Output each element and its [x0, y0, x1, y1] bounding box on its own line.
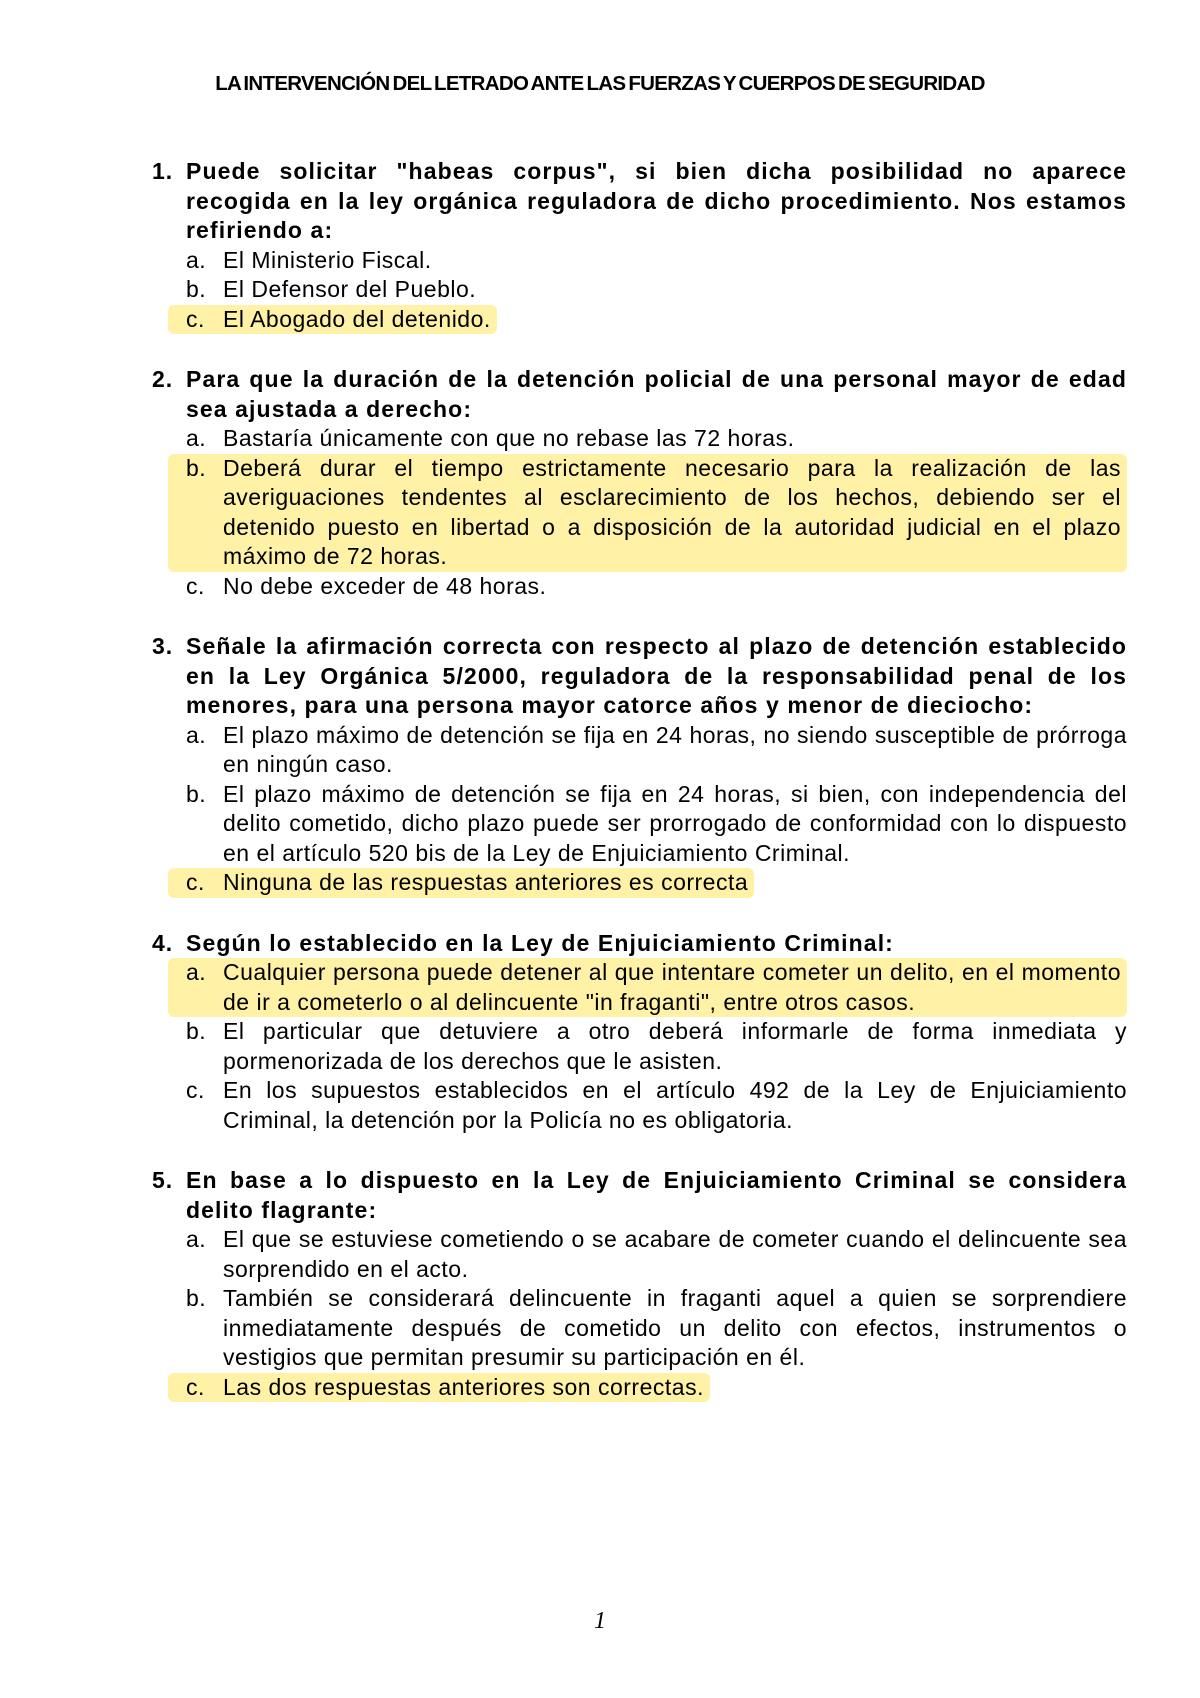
question-4 [152, 929, 1127, 1136]
option-text: El Defensor del Pueblo. [223, 276, 477, 302]
option-text: El Ministerio Fiscal. [223, 246, 432, 273]
option-letter: a. [186, 1226, 207, 1252]
option-letter: c. [186, 869, 205, 895]
option-letter: c. [186, 572, 205, 599]
option-text: También se considerará delincuente in fraganti aquel a quien se sorprendiere inmediatamente después de cometido un delito con efectos, instrumentos o vestigios que permitan presumir su participación en él. [223, 1285, 1127, 1370]
page-title: LA INTERVENCIÓN DEL LETRADO ANTE LAS FUERZAS Y CUERPOS DE SEGURIDAD [215, 72, 985, 95]
option-a-highlighted [168, 958, 1127, 1017]
question-5 [152, 1166, 1127, 1402]
option-letter: b. [186, 276, 207, 302]
option-b [168, 780, 1127, 869]
option-list [186, 958, 1127, 1135]
question-text: Señale la afirmación correcta con respecto al plazo de detención establecido en la Ley Orgánica 5/2000, reguladora de la responsabilidad penal de los menores, para una persona mayor catorce años y menor de dieciocho: [186, 633, 1127, 718]
option-text: Cualquier persona puede detener al que intentare cometer un delito, en el momento de ir a cometerlo o al delincuente "in fraganti", entre otros casos. [223, 959, 1121, 1015]
option-text: Las dos respuestas anteriores son correctas. [223, 1373, 704, 1400]
question-text: Puede solicitar "habeas corpus", si bien dicha posibilidad no aparece recogida en la ley orgánica reguladora de dicho procedimiento. Nos estamos refiriendo a: [186, 158, 1127, 243]
question-2 [152, 365, 1127, 601]
question-number: 2. [152, 366, 174, 392]
question-number: 3. [152, 633, 174, 659]
option-a [168, 246, 1127, 276]
option-b [168, 1017, 1127, 1076]
question-list [152, 157, 1127, 1433]
question-number: 5. [152, 1167, 174, 1193]
option-a [168, 1225, 1127, 1284]
option-text: El plazo máximo de detención se fija en 24 horas, si bien, con independencia del delito cometido, dicho plazo puede ser prorrogado de conformidad con lo dispuesto en el artículo 520 bis de la Ley de Enjuiciamiento Criminal. [223, 780, 1127, 866]
page-number: 1 [594, 1608, 606, 1634]
question-text: En base a lo dispuesto en la Ley de Enjuiciamiento Criminal se considera delito flagrante: [186, 1167, 1127, 1223]
option-b [168, 275, 1127, 305]
option-text: No debe exceder de 48 horas. [223, 572, 547, 599]
option-letter: b. [186, 1285, 207, 1311]
question-text: Según lo establecido en la Ley de Enjuiciamiento Criminal: [186, 929, 894, 956]
question-number: 4. [152, 929, 174, 956]
option-b-highlighted [168, 454, 1127, 572]
option-c [168, 572, 1127, 602]
question-text: Para que la duración de la detención policial de una personal mayor de edad sea ajustada a derecho: [186, 366, 1127, 422]
option-text: El Abogado del detenido. [223, 305, 491, 332]
option-letter: b. [186, 454, 207, 481]
question-3 [152, 632, 1127, 898]
option-letter: a. [186, 959, 207, 985]
option-c [168, 1076, 1127, 1135]
option-b [168, 1284, 1127, 1373]
option-list [186, 424, 1127, 601]
option-letter: b. [186, 780, 207, 807]
option-letter: b. [186, 1018, 207, 1044]
option-letter: c. [186, 1373, 205, 1400]
option-text: El particular que detuviere a otro deberá informarle de forma inmediata y pormenorizada de los derechos que le asisten. [223, 1018, 1127, 1074]
option-text: Bastaría únicamente con que no rebase las 72 horas. [223, 425, 795, 451]
option-a [168, 424, 1127, 454]
option-list [186, 1225, 1127, 1402]
option-text: Deberá durar el tiempo estrictamente necesario para la realización de las averiguaciones tendentes al esclarecimiento de los hechos, debiendo ser el detenido puesto en libertad o a disposición de la autoridad judicial en el plazo máximo de 72 horas. [223, 454, 1121, 569]
option-list [186, 246, 1127, 335]
option-a [168, 721, 1127, 780]
option-text: El que se estuviese cometiendo o se acabare de cometer cuando el delincuente sea sorprendido en el acto. [223, 1226, 1127, 1282]
option-text: Ninguna de las respuestas anteriores es correcta [223, 869, 749, 895]
option-text: El plazo máximo de detención se fija en 24 horas, no siendo susceptible de prórroga en ningún caso. [223, 721, 1127, 777]
option-c-highlighted [168, 305, 497, 335]
option-letter: a. [186, 246, 207, 273]
question-number: 1. [152, 158, 174, 184]
option-letter: a. [186, 721, 207, 748]
option-letter: c. [186, 1077, 205, 1103]
option-list [186, 721, 1127, 898]
option-letter: a. [186, 425, 207, 451]
question-1 [152, 157, 1127, 334]
option-letter: c. [186, 305, 205, 332]
option-text: En los supuestos establecidos en el artículo 492 de la Ley de Enjuiciamiento Criminal, la detención por la Policía no es obligatoria. [223, 1077, 1127, 1133]
option-c-highlighted [168, 1373, 710, 1403]
option-c-highlighted [168, 868, 754, 898]
